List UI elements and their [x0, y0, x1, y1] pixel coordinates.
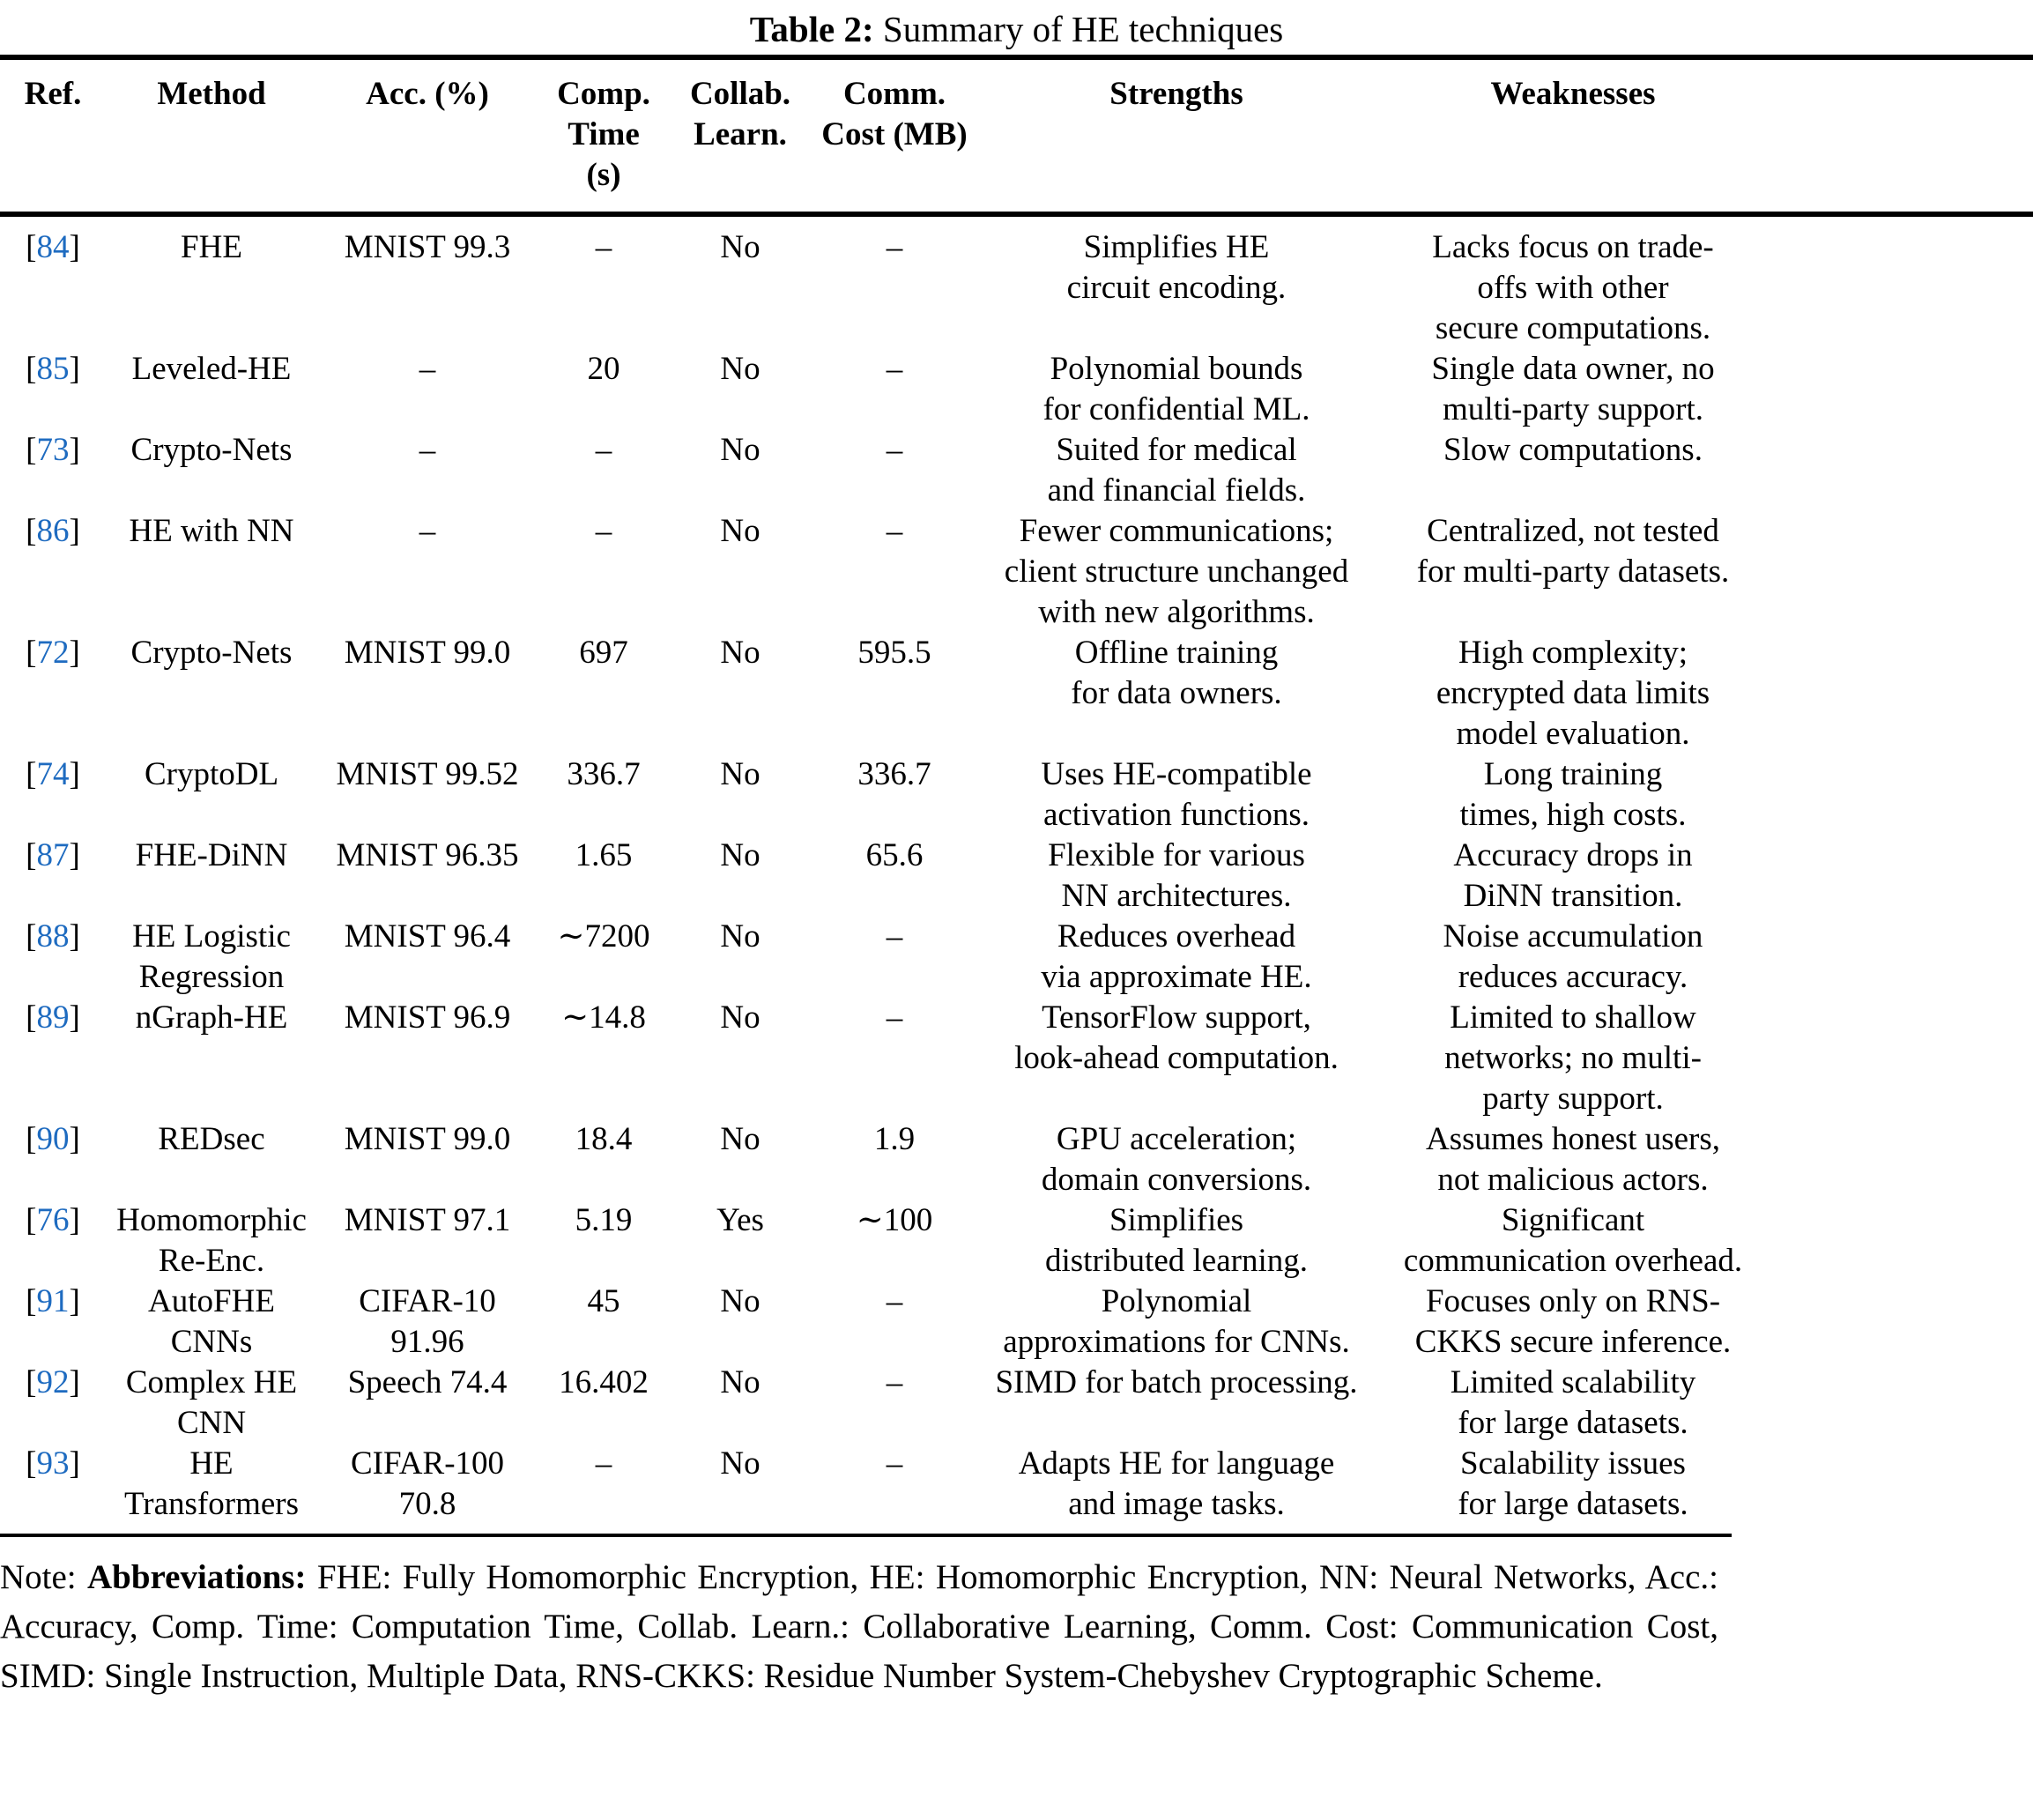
ref-open-bracket: [ [26, 1121, 37, 1157]
ref-close-bracket: ] [69, 1202, 80, 1238]
weaknesses-cell: Noise accumulation reduces accuracy. [1443, 918, 1703, 995]
accuracy-cell: MNIST 99.52 [336, 756, 519, 792]
method-cell: nGraph-HE [135, 999, 288, 1036]
method-cell: Complex HE CNN [125, 1364, 298, 1441]
accuracy-cell: MNIST 99.3 [344, 229, 511, 265]
table-row [0, 227, 2033, 349]
method-cell: FHE-DiNN [135, 837, 288, 873]
comp-time-cell: 45 [587, 1283, 620, 1319]
ref-cell [0, 227, 106, 268]
collab-learn-cell: No [720, 1364, 761, 1400]
ref-close-bracket: ] [69, 513, 80, 549]
ref-close-bracket: ] [69, 1364, 80, 1400]
method-cell: Crypto-Nets [130, 635, 293, 671]
strengths-cell: Reduces overhead via approximate HE. [1041, 918, 1312, 995]
comm-cost-cell: – [886, 1364, 903, 1400]
ref-cell [0, 917, 106, 957]
ref-open-bracket: [ [26, 1283, 37, 1319]
ref-close-bracket: ] [69, 1445, 80, 1482]
ref-open-bracket: [ [26, 1202, 37, 1238]
table-row [0, 1444, 2033, 1525]
citation-link[interactable]: 72 [36, 635, 70, 671]
comm-cost-cell: – [886, 918, 903, 955]
ref-cell [0, 1281, 106, 1322]
method-cell: HE with NN [129, 513, 294, 549]
citation-link[interactable]: 87 [36, 837, 70, 873]
collab-learn-cell: No [720, 351, 761, 387]
collab-learn-cell: No [720, 1445, 761, 1482]
citation-link[interactable]: 85 [36, 351, 70, 387]
method-cell: Homomorphic Re-Enc. [116, 1202, 307, 1279]
comp-time-cell: ∼7200 [557, 918, 650, 955]
ref-close-bracket: ] [69, 432, 80, 468]
ref-cell [0, 430, 106, 471]
citation-link[interactable]: 88 [36, 918, 70, 955]
ref-open-bracket: [ [26, 1364, 37, 1400]
accuracy-cell: – [419, 432, 436, 468]
table-row [0, 349, 2033, 430]
ref-cell [0, 754, 106, 795]
method-cell: REDsec [158, 1121, 265, 1157]
note-abbreviations-label: Abbreviations: [87, 1558, 307, 1596]
ref-cell [0, 349, 106, 390]
ref-open-bracket: [ [26, 229, 37, 265]
weaknesses-cell: Centralized, not tested for multi-party datasets. [1416, 513, 1730, 590]
ref-close-bracket: ] [69, 999, 80, 1036]
ref-open-bracket: [ [26, 999, 37, 1036]
strengths-cell: Flexible for various NN architectures. [1048, 837, 1305, 914]
ref-open-bracket: [ [26, 351, 37, 387]
comm-cost-cell: – [886, 1283, 903, 1319]
accuracy-cell: MNIST 99.0 [344, 635, 511, 671]
table-row [0, 754, 2033, 836]
table-body [0, 217, 2033, 1534]
accuracy-cell: – [419, 351, 436, 387]
comp-time-cell: ∼14.8 [561, 999, 646, 1036]
ref-cell [0, 633, 106, 673]
ref-cell [0, 1200, 106, 1241]
collab-learn-cell: No [720, 432, 761, 468]
method-cell: HE Logistic Regression [132, 918, 291, 995]
citation-link[interactable]: 89 [36, 999, 70, 1036]
collab-learn-cell: No [720, 837, 761, 873]
strengths-cell: GPU acceleration; domain conversions. [1041, 1121, 1312, 1198]
citation-link[interactable]: 73 [36, 432, 70, 468]
column-header: Collab. Learn. [689, 76, 791, 152]
table-caption [0, 7, 2033, 55]
accuracy-cell: MNIST 97.1 [344, 1202, 511, 1238]
strengths-cell: Polynomial bounds for confidential ML. [1042, 351, 1310, 427]
comp-time-cell: 336.7 [567, 756, 641, 792]
collab-learn-cell: No [720, 1283, 761, 1319]
method-cell: AutoFHE CNNs [148, 1283, 275, 1360]
comp-time-cell: – [595, 513, 612, 549]
table-caption-label: Table 2: [749, 9, 874, 49]
ref-open-bracket: [ [26, 432, 37, 468]
ref-open-bracket: [ [26, 635, 37, 671]
comm-cost-cell: – [886, 351, 903, 387]
accuracy-cell: MNIST 96.4 [344, 918, 511, 955]
accuracy-cell: – [419, 513, 436, 549]
comp-time-cell: – [595, 1445, 612, 1482]
collab-learn-cell: No [720, 513, 761, 549]
table-row [0, 998, 2033, 1119]
weaknesses-cell: Lacks focus on trade-offs with other secure computations. [1432, 229, 1714, 346]
table-note [0, 1553, 1718, 1701]
weaknesses-cell: Accuracy drops in DiNN transition. [1453, 837, 1693, 914]
strengths-cell: SIMD for batch processing. [995, 1364, 1358, 1400]
method-cell: Leveled-HE [131, 351, 292, 387]
ref-open-bracket: [ [26, 513, 37, 549]
comp-time-cell: 697 [579, 635, 628, 671]
table-row [0, 1200, 2033, 1281]
collab-learn-cell: No [720, 1121, 761, 1157]
table-row [0, 917, 2033, 998]
comp-time-cell: – [595, 432, 612, 468]
ref-cell [0, 1444, 106, 1484]
table-row [0, 430, 2033, 511]
comm-cost-cell: 336.7 [857, 756, 931, 792]
strengths-cell: Uses HE-compatible activation functions. [1041, 756, 1312, 833]
citation-link[interactable]: 90 [36, 1121, 70, 1157]
weaknesses-cell: Significant communication overhead. [1403, 1202, 1743, 1279]
ref-close-bracket: ] [69, 635, 80, 671]
column-header: Weaknesses [1490, 76, 1656, 112]
table-caption-text: Summary of HE techniques [873, 9, 1284, 49]
comm-cost-cell: – [886, 513, 903, 549]
collab-learn-cell: No [720, 635, 761, 671]
collab-learn-cell: No [720, 918, 761, 955]
comp-time-cell: 18.4 [575, 1121, 633, 1157]
citation-link[interactable]: 86 [36, 513, 70, 549]
table-bottom-rule [0, 1534, 1732, 1537]
comm-cost-cell: 1.9 [873, 1121, 916, 1157]
ref-close-bracket: ] [69, 229, 80, 265]
weaknesses-cell: Limited to shallow networks; no multi-party support. [1444, 999, 1702, 1117]
ref-cell [0, 836, 106, 876]
comm-cost-cell: – [886, 999, 903, 1036]
weaknesses-cell: Single data owner, no multi-party support. [1431, 351, 1715, 427]
collab-learn-cell: No [720, 756, 761, 792]
weaknesses-cell: Assumes honest users, not malicious actors. [1425, 1121, 1720, 1198]
accuracy-cell: CIFAR-10 91.96 [359, 1283, 496, 1360]
comp-time-cell: 5.19 [575, 1202, 633, 1238]
weaknesses-cell: Scalability issues for large datasets. [1458, 1445, 1688, 1522]
strengths-cell: Fewer communications; client structure unchanged with new algorithms. [1004, 513, 1349, 630]
ref-close-bracket: ] [69, 837, 80, 873]
strengths-cell: Suited for medical and financial fields. [1047, 432, 1306, 509]
column-header: Ref. [24, 76, 82, 112]
weaknesses-cell: High complexity; encrypted data limits model evaluation. [1436, 635, 1710, 752]
comm-cost-cell: – [886, 432, 903, 468]
citation-link[interactable]: 91 [36, 1283, 70, 1319]
ref-open-bracket: [ [26, 837, 37, 873]
ref-close-bracket: ] [69, 351, 80, 387]
ref-close-bracket: ] [69, 756, 80, 792]
column-header: Acc. (%) [366, 76, 489, 112]
accuracy-cell: MNIST 96.35 [336, 837, 519, 873]
table-row [0, 1281, 2033, 1363]
table-row [0, 633, 2033, 754]
citation-link[interactable]: 93 [36, 1445, 70, 1482]
comm-cost-cell: – [886, 229, 903, 265]
note-text: FHE: Fully Homomorphic Encryption, HE: Homomorphic Encryption, NN: Neural Networks, Acc.: Accuracy, Comp. Time: Computation Time, Collab. Learn.: Collaborative Learning, Comm. Cost: Communication Cost, SIMD: Single Instruction, Multiple Data, RNS-CKKS: Residue Number System-Chebyshev Cryptographic Scheme. [0, 1558, 1718, 1695]
table-row [0, 511, 2033, 633]
table-row [0, 1119, 2033, 1200]
ref-open-bracket: [ [26, 1445, 37, 1482]
comm-cost-cell: ∼100 [856, 1202, 933, 1238]
method-cell: HE Transformers [123, 1445, 299, 1522]
comp-time-cell: 16.402 [559, 1364, 649, 1400]
method-cell: FHE [181, 229, 242, 265]
ref-close-bracket: ] [69, 1121, 80, 1157]
weaknesses-cell: Slow computations. [1443, 432, 1703, 468]
ref-close-bracket: ] [69, 918, 80, 955]
ref-close-bracket: ] [69, 1283, 80, 1319]
comm-cost-cell: 65.6 [865, 837, 924, 873]
ref-cell [0, 998, 106, 1038]
accuracy-cell: MNIST 99.0 [344, 1121, 511, 1157]
weaknesses-cell: Limited scalability for large datasets. [1450, 1364, 1696, 1441]
column-header: Comp. Time (s) [557, 76, 650, 193]
note-prefix: Note: [0, 1558, 87, 1596]
table-row [0, 1363, 2033, 1444]
method-cell: Crypto-Nets [130, 432, 293, 468]
comp-time-cell: – [595, 229, 612, 265]
method-cell: CryptoDL [144, 756, 279, 792]
strengths-cell: Simplifies distributed learning. [1045, 1202, 1308, 1279]
ref-cell [0, 1119, 106, 1160]
accuracy-cell: Speech 74.4 [347, 1364, 508, 1400]
ref-open-bracket: [ [26, 918, 37, 955]
table-header-row [0, 60, 2033, 212]
strengths-cell: TensorFlow support, look-ahead computation. [1014, 999, 1339, 1076]
comm-cost-cell: 595.5 [857, 635, 931, 671]
strengths-cell: Offline training for data owners. [1071, 635, 1282, 711]
citation-link[interactable]: 74 [36, 756, 70, 792]
table-row [0, 836, 2033, 917]
collab-learn-cell: No [720, 229, 761, 265]
comp-time-cell: 1.65 [575, 837, 633, 873]
collab-learn-cell: No [720, 999, 761, 1036]
accuracy-cell: CIFAR-100 70.8 [350, 1445, 505, 1522]
citation-link[interactable]: 84 [36, 229, 70, 265]
ref-cell [0, 511, 106, 552]
strengths-cell: Simplifies HE circuit encoding. [1066, 229, 1287, 306]
citation-link[interactable]: 92 [36, 1364, 70, 1400]
column-header: Comm. Cost (MB) [821, 76, 968, 152]
weaknesses-cell: Long training times, high costs. [1459, 756, 1687, 833]
ref-open-bracket: [ [26, 756, 37, 792]
strengths-cell: Adapts HE for language and image tasks. [1018, 1445, 1335, 1522]
weaknesses-cell: Focuses only on RNS-CKKS secure inference. [1414, 1283, 1732, 1360]
comm-cost-cell: – [886, 1445, 903, 1482]
column-header: Strengths [1109, 76, 1243, 112]
ref-cell [0, 1363, 106, 1403]
collab-learn-cell: Yes [716, 1202, 764, 1238]
accuracy-cell: MNIST 96.9 [344, 999, 511, 1036]
strengths-cell: Polynomial approximations for CNNs. [1003, 1283, 1350, 1360]
column-header: Method [157, 76, 266, 112]
citation-link[interactable]: 76 [36, 1202, 70, 1238]
comp-time-cell: 20 [587, 351, 620, 387]
